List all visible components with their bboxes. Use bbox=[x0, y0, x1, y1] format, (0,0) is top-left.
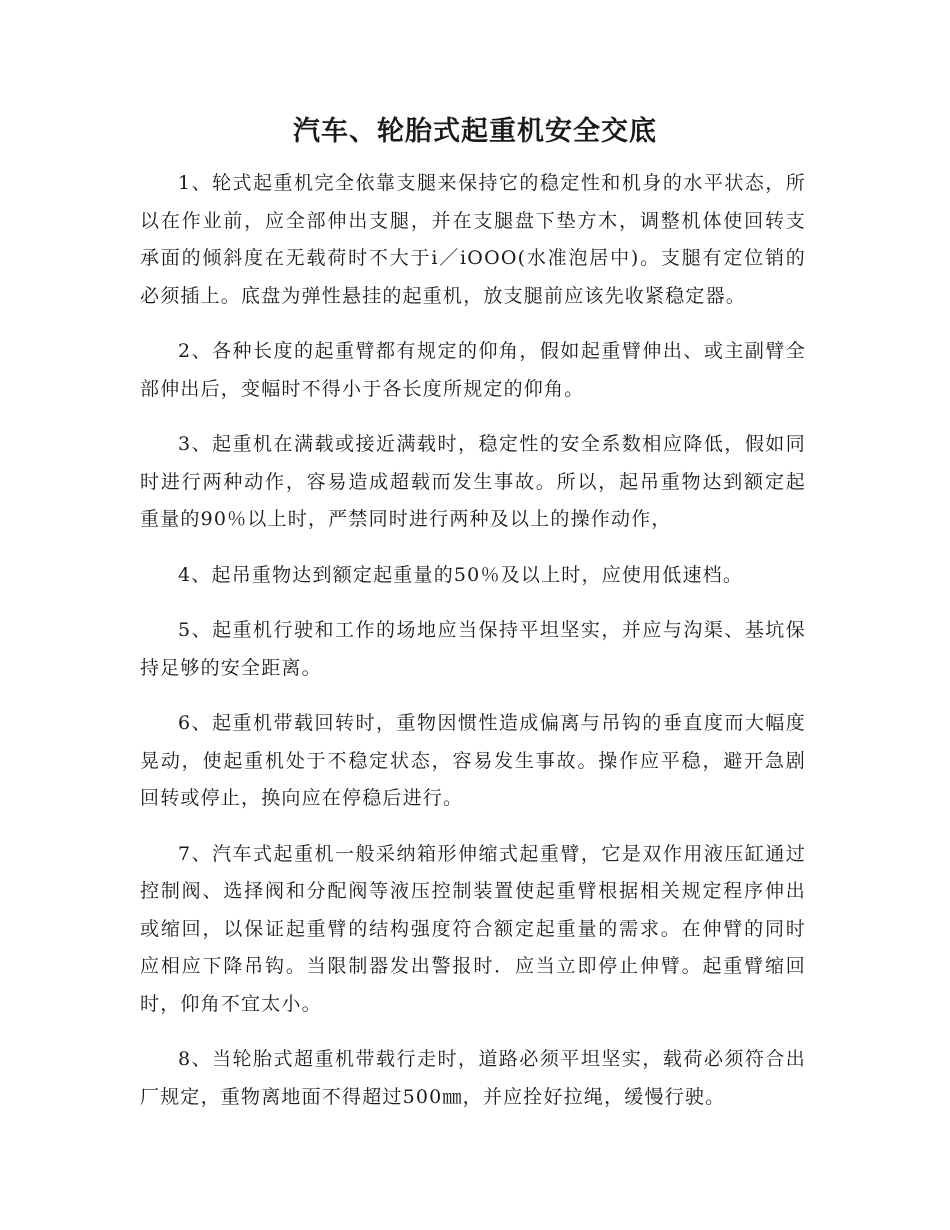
paragraph-1: 1、轮式起重机完全依靠支腿来保持它的稳定性和机身的水平状态，所以在作业前，应全部伸出支腿，并在支腿盘下垫方木，调整机体使回转支承面的倾斜度在无载荷时不大于i／iOOO(水准泡居中)。支腿有定位销的必须插上。底盘为弹性悬挂的起重机，放支腿前应该先收紧稳定器。 bbox=[140, 172, 806, 307]
paragraph-2: 2、各种长度的起重臂都有规定的仰角，假如起重臂伸出、或主副臂全部伸出后，变幅时不得小于各长度所规定的仰角。 bbox=[140, 340, 806, 400]
paragraph-8: 8、当轮胎式超重机带载行走时，道路必须平坦坚实，载荷必须符合出厂规定，重物离地面不得超过500㎜，并应拴好拉绳，缓慢行驶。 bbox=[140, 1048, 806, 1108]
paragraph-6: 6、起重机带载回转时，重物因惯性造成偏离与吊钩的垂直度而大幅度晃动，使起重机处于不稳定状态，容易发生事故。操作应平稳，避开急剧回转或停止，换向应在停稳后进行。 bbox=[140, 712, 806, 809]
paragraph-3: 3、起重机在满载或接近满载时，稳定性的安全系数相应降低，假如同时进行两种动作，容易造成超载而发生事故。所以，起吊重物达到额定起重量的90％以上时，严禁同时进行两种及以上的操作动作， bbox=[140, 433, 806, 530]
paragraph-4: 4、起吊重物达到额定起重量的50％及以上时，应使用低速档。 bbox=[178, 563, 744, 586]
paragraph-5: 5、起重机行驶和工作的场地应当保持平坦坚实，并应与沟渠、基坑保持足够的安全距离。 bbox=[140, 619, 806, 679]
document-title: 汽车、轮胎式起重机安全交底 bbox=[293, 116, 657, 147]
paragraph-7: 7、汽车式起重机一般采纳箱形伸缩式起重臂，它是双作用液压缸通过控制阀、选择阀和分配阀等液压控制装置使起重臂根据相关规定程序伸出或缩回，以保证起重臂的结构强度符合额定起重量的需求。在伸臂的同时应相应下降吊钩。当限制器发出警报时．应当立即停止伸臂。起重臂缩回时，仰角不宜太小。 bbox=[140, 842, 806, 1015]
document-body bbox=[140, 165, 806, 1134]
